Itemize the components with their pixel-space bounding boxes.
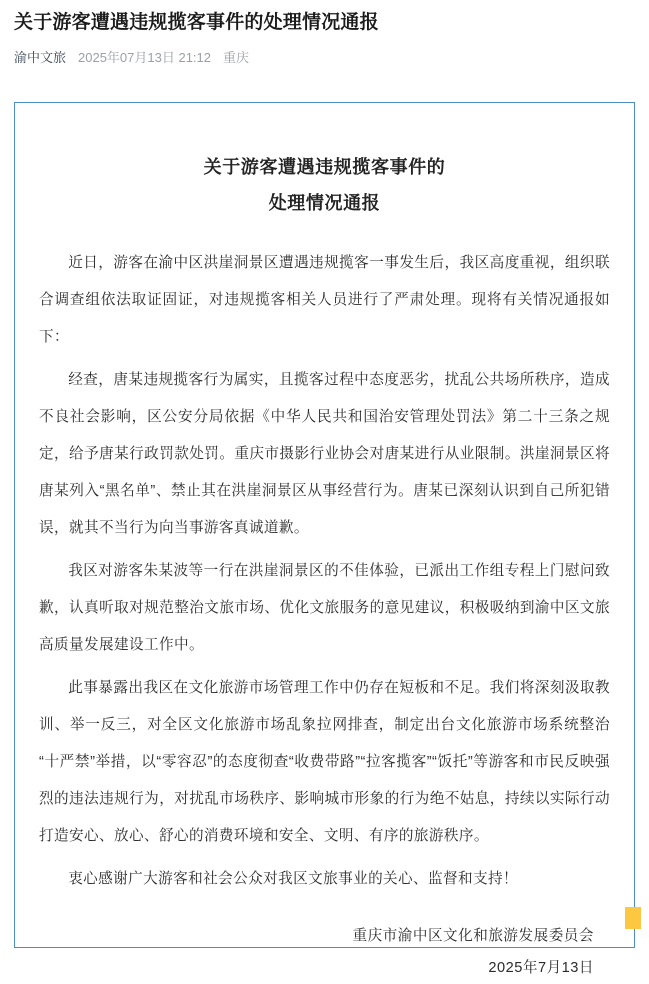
byline-source[interactable]: 渝中文旅 bbox=[14, 50, 67, 65]
byline bbox=[14, 49, 635, 67]
signature-organization: 重庆市渝中区文化和旅游发展委员会 bbox=[352, 928, 594, 944]
page-header bbox=[0, 0, 649, 67]
document-title-line-1: 关于游客遭遇违规揽客事件的 bbox=[203, 157, 446, 177]
body-paragraph: 此事暴露出我区在文化旅游市场管理工作中仍存在短板和不足。我们将深刻汲取教训、举一反三，对全区文化旅游市场乱象拉网排查，制定出台文化旅游市场系统整治“十严禁”举措，以“零容忍”的态度彻查“收费带路”“拉客揽客”“饭托”等游客和市民反映强烈的违法违规行为，对扰乱市场秩序、影响城市形象的行为绝不姑息，持续以实际行动打造安心、放心、舒心的消费环境和安全、文明、有序的旅游秩序。 bbox=[39, 680, 610, 844]
byline-location: 重庆 bbox=[223, 50, 250, 65]
document-body bbox=[15, 221, 634, 984]
body-paragraph: 经查，唐某违规揽客行为属实，且揽客过程中态度恶劣，扰乱公共场所秩序，造成不良社会影响，区公安分局依据《中华人民共和国治安管理处罚法》第二十三条之规定，给予唐某行政罚款处罚。重庆市摄影行业协会对唐某进行从业限制。洪崖洞景区将唐某列入“黑名单”、禁止其在洪崖洞景区从事经营行为。唐某已深刻认识到自己所犯错误，就其不当行为向当事游客真诚道歉。 bbox=[39, 372, 610, 536]
byline-timestamp: 2025年07月13日 21:12 bbox=[78, 50, 211, 65]
document-title-line-2: 处理情况通报 bbox=[268, 193, 381, 213]
body-paragraph: 我区对游客朱某波等一行在洪崖洞景区的不佳体验，已派出工作组专程上门慰问致歉，认真听取对规范整治文旅市场、优化文旅服务的意见建议，积极吸纳到渝中区文旅高质量发展建设工作中。 bbox=[39, 563, 610, 653]
body-paragraph: 近日，游客在渝中区洪崖洞景区遭遇违规揽客一事发生后，我区高度重视，组织联合调查组依法取证固证，对违规揽客相关人员进行了严肃处理。现将有关情况通报如下： bbox=[39, 255, 610, 345]
body-paragraph: 衷心感谢广大游客和社会公众对我区文旅事业的关心、监督和支持！ bbox=[68, 871, 519, 887]
orange-marker-icon bbox=[625, 907, 641, 929]
document-title bbox=[15, 103, 634, 221]
signature-date: 2025年7月13日 bbox=[488, 960, 594, 976]
page-title: 关于游客遭遇违规揽客事件的处理情况通报 bbox=[14, 12, 379, 33]
article-card bbox=[14, 102, 635, 976]
signature-block bbox=[39, 920, 610, 984]
